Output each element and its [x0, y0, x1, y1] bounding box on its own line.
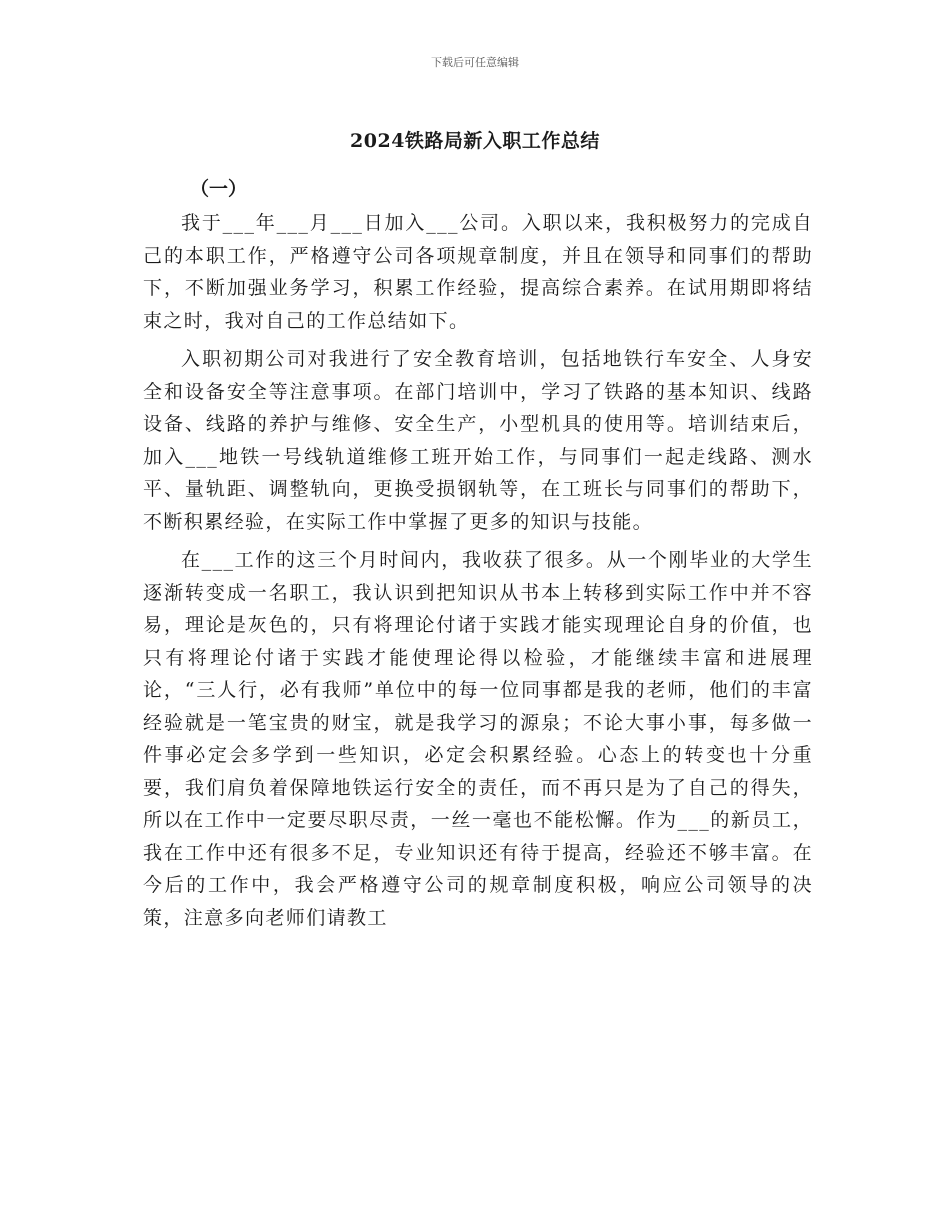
paragraph-intro: 我于___年___月___日加入___公司。入职以来，我积极努力的完成自己的本职工作，严格遵守公司各项规章制度，并且在领导和同事们的帮助下，不断加强业务学习，积累工作经验，提高综合素养。在试用期即将结束之时，我对自己的工作总结如下。: [143, 212, 813, 332]
page-header: 下载后可任意编辑: [431, 56, 519, 69]
paragraph-training: 入职初期公司对我进行了安全教育培训，包括地铁行车安全、人身安全和设备安全等注意事项。在部门培训中，学习了铁路的基本知识、线路设备、线路的养护与维修、安全生产，小型机具的使用等。培训结束后，加入___地铁一号线轨道维修工班开始工作，与同事们一起走线路、测水平、量轨距、调整轨向，更换受损钢轨等，在工班长与同事们的帮助下，不断积累经验，在实际工作中掌握了更多的知识与技能。: [143, 348, 813, 533]
document-title: 2024铁路局新入职工作总结: [350, 130, 600, 152]
section-label: （一）: [190, 178, 248, 200]
paragraph-reflection: 在___工作的这三个月时间内，我收获了很多。从一个刚毕业的大学生逐渐转变成一名职工，我认识到把知识从书本上转移到实际工作中并不容易，理论是灰色的，只有将理论付诸于实践才能实现理论自身的价值，也只有将理论付诸于实践才能使理论得以检验，才能继续丰富和进展理论，“三人行，必有我师”单位中的每一位同事都是我的老师，他们的丰富经验就是一笔宝贵的财宝，就是我学习的源泉；不论大事小事，每多做一件事必定会多学到一些知识，必定会积累经验。心态上的转变也十分重要，我们肩负着保障地铁运行安全的责任，而不再只是为了自己的得失，所以在工作中一定要尽职尽责，一丝一毫也不能松懈。作为___的新员工，我在工作中还有很多不足，专业知识还有待于提高，经验还不够丰富。在今后的工作中，我会严格遵守公司的规章制度积极，响应公司领导的决策，注意多向老师们请教工: [143, 549, 813, 929]
document-body: [143, 207, 813, 934]
